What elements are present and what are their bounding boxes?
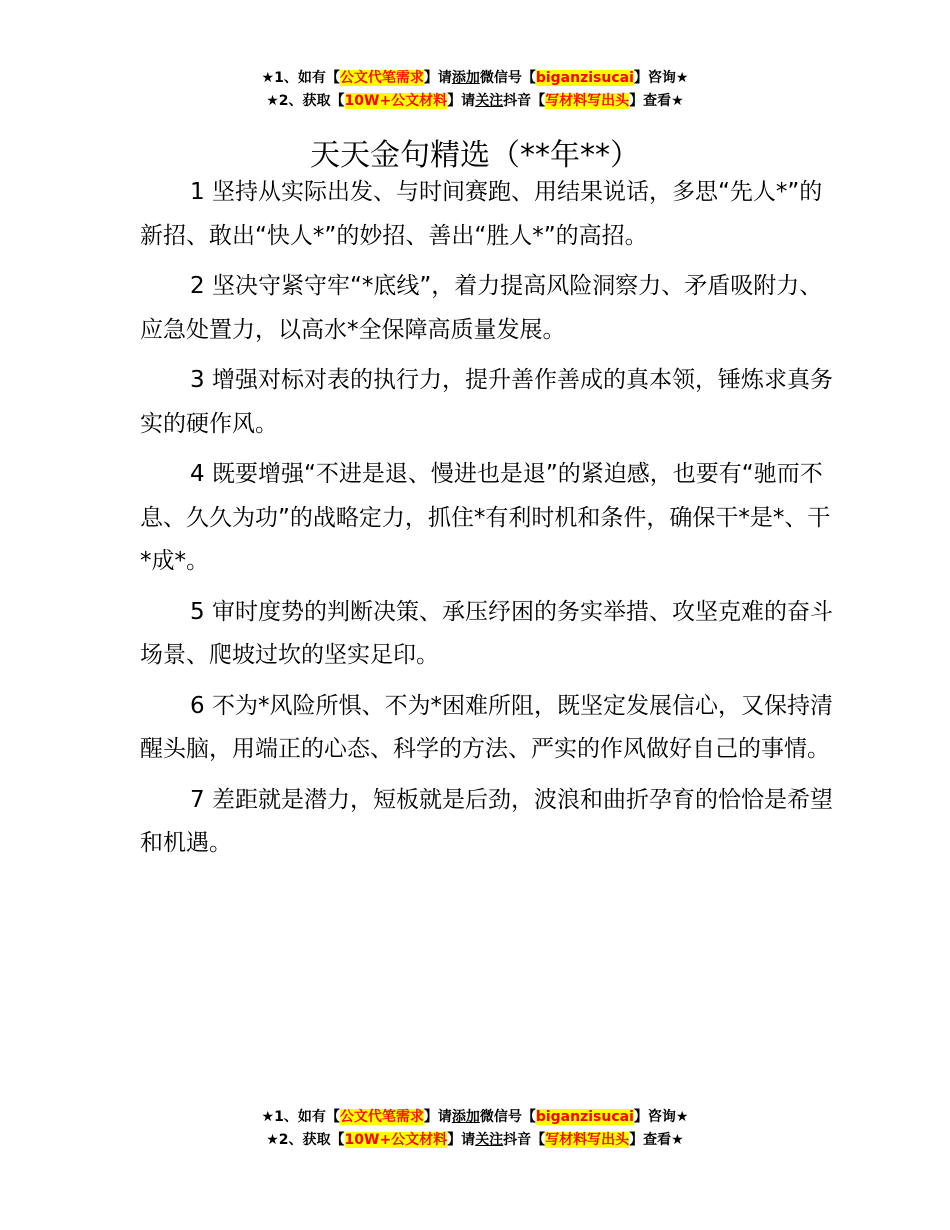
footer-line-2: [0, 1129, 950, 1152]
header-line-1: [0, 67, 950, 90]
footer-highlight-douyin: 写材料写出头: [545, 1132, 630, 1148]
paragraph-7: 7 差距就是潜力，短板就是后劲，波浪和曲折孕育的恰恰是希望和机遇。: [140, 786, 833, 856]
header-highlight-service: 公文代笔需求: [339, 70, 424, 86]
footer-banner: [0, 1106, 950, 1152]
paragraph-6: 6 不为*风险所惧、不为*困难所阻，既坚定发展信心，又保持清醒头脑，用端正的心态、科学的方法、严实的作风做好自己的事情。: [140, 692, 833, 762]
header-line-1-text-c: 微信号【: [479, 70, 536, 86]
header-line-2-text-c: 抖音【: [503, 93, 546, 109]
header-line-2-text-b: 】请: [447, 93, 476, 109]
header-underline-add: 添加: [451, 70, 480, 86]
header-underline-follow: 关注: [475, 93, 504, 109]
header-line-2-text-d: 】查看★: [629, 93, 684, 109]
footer-underline-follow: 关注: [475, 1132, 504, 1148]
document-body: [140, 171, 840, 873]
footer-line-2-text-a: ★2、获取【: [266, 1132, 345, 1148]
paragraph-2: 2 坚决守紧守牢“*底线”，着力提高风险洞察力、矛盾吸附力、应急处置力，以高水*全保障高质量发展。: [140, 273, 823, 343]
footer-line-1: [0, 1106, 950, 1129]
paragraph-3: 3 增强对标对表的执行力，提升善作善成的真本领，锤炼求真务实的硬作风。: [140, 367, 833, 437]
header-highlight-douyin: 写材料写出头: [545, 93, 630, 109]
footer-line-2-text-b: 】请: [447, 1132, 476, 1148]
footer-line-2-text-c: 抖音【: [503, 1132, 546, 1148]
footer-highlight-materials: 10W+公文材料: [344, 1132, 448, 1148]
footer-line-2-text-d: 】查看★: [629, 1132, 684, 1148]
footer-line-1-text-a: ★1、如有【: [261, 1109, 340, 1125]
header-line-1-text-d: 】咨询★: [633, 70, 689, 86]
footer-highlight-service: 公文代笔需求: [339, 1109, 424, 1125]
paragraph-4: 4 既要增强“不进是退、慢进也是退”的紧迫感，也要有“驰而不息、久久为功”的战略定力，抓住*有利时机和条件，确保干*是*、干*成*。: [140, 461, 831, 574]
header-line-2: [0, 90, 950, 113]
footer-underline-add: 添加: [451, 1109, 480, 1125]
document-title: 天天金句精选（**年**）: [310, 138, 640, 174]
header-highlight-materials: 10W+公文材料: [344, 93, 448, 109]
footer-highlight-wechat-id: biganzisucai: [535, 1109, 634, 1125]
header-line-2-text-a: ★2、获取【: [266, 93, 345, 109]
footer-line-1-text-d: 】咨询★: [633, 1109, 689, 1125]
paragraph-5: 5 审时度势的判断决策、承压纾困的务实举措、攻坚克难的奋斗场景、爬坡过坎的坚实足印。: [140, 598, 833, 668]
header-banner: [0, 67, 950, 113]
footer-line-1-text-b: 】请: [423, 1109, 452, 1125]
header-line-1-text-b: 】请: [423, 70, 452, 86]
footer-line-1-text-c: 微信号【: [479, 1109, 536, 1125]
header-line-1-text-a: ★1、如有【: [261, 70, 340, 86]
paragraph-1: 1 坚持从实际出发、与时间赛跑、用结果说话，多思“先人*”的新招、敢出“快人*”的妙招、善出“胜人*”的高招。: [140, 179, 823, 249]
header-highlight-wechat-id: biganzisucai: [535, 70, 634, 86]
